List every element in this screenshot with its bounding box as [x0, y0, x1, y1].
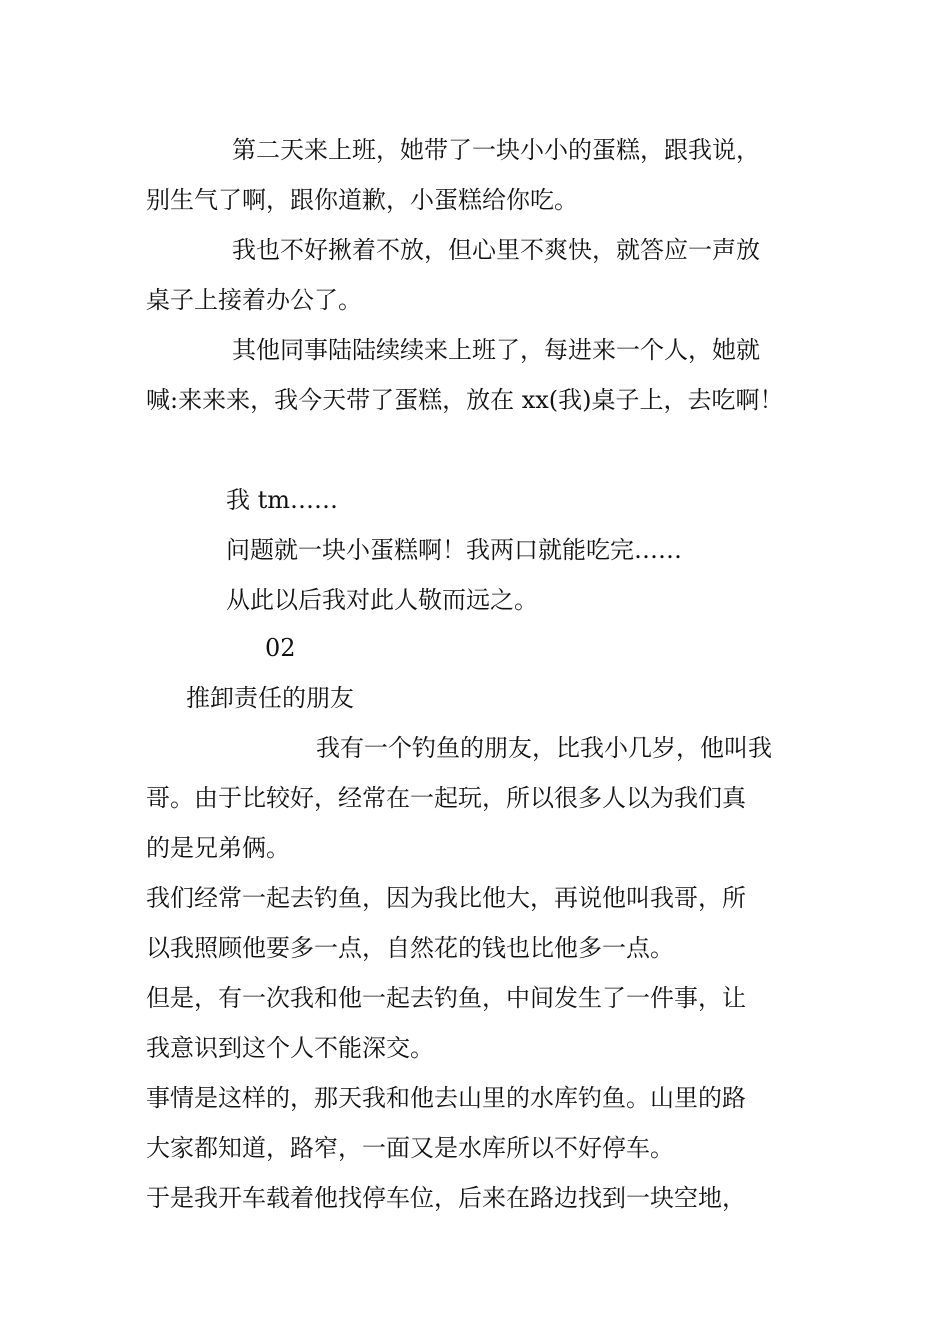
text-line: 我 tm……	[226, 486, 339, 514]
text-line: 以我照顾他要多一点，自然花的钱也比他多一点。	[146, 934, 674, 962]
text-line: 其他同事陆陆续续来上班了，每进来一个人，她就	[232, 336, 760, 364]
text-line: 别生气了啊，跟你道歉，小蛋糕给你吃。	[146, 186, 578, 214]
text-line: 但是，有一次我和他一起去钓鱼，中间发生了一件事，让	[146, 984, 746, 1012]
text-line: 事情是这样的，那天我和他去山里的水库钓鱼。山里的路	[146, 1084, 746, 1112]
text-line: 我们经常一起去钓鱼，因为我比他大，再说他叫我哥，所	[146, 884, 746, 912]
text-line: 喊:来来来，我今天带了蛋糕，放在 xx(我)桌子上，去吃啊！	[146, 386, 784, 414]
text-line: 的是兄弟俩。	[146, 834, 290, 862]
text-line: 大家都知道，路窄，一面又是水库所以不好停车。	[146, 1134, 674, 1162]
text-line: 第二天来上班，她带了一块小小的蛋糕，跟我说，	[232, 136, 760, 164]
text-line: 我有一个钓鱼的朋友，比我小几岁，他叫我	[316, 734, 772, 762]
text-line: 哥。由于比较好，经常在一起玩，所以很多人以为我们真	[146, 784, 746, 812]
text-line: 桌子上接着办公了。	[146, 286, 362, 314]
section-heading: 推卸责任的朋友	[186, 684, 354, 712]
text-line: 从此以后我对此人敬而远之。	[226, 586, 538, 614]
text-line: 我意识到这个人不能深交。	[146, 1034, 434, 1062]
text-line: 于是我开车载着他找停车位，后来在路边找到一块空地，	[146, 1184, 746, 1212]
section-number: 02	[265, 634, 296, 662]
text-line: 我也不好揪着不放，但心里不爽快，就答应一声放	[232, 236, 760, 264]
text-line: 问题就一块小蛋糕啊！我两口就能吃完……	[226, 536, 682, 564]
